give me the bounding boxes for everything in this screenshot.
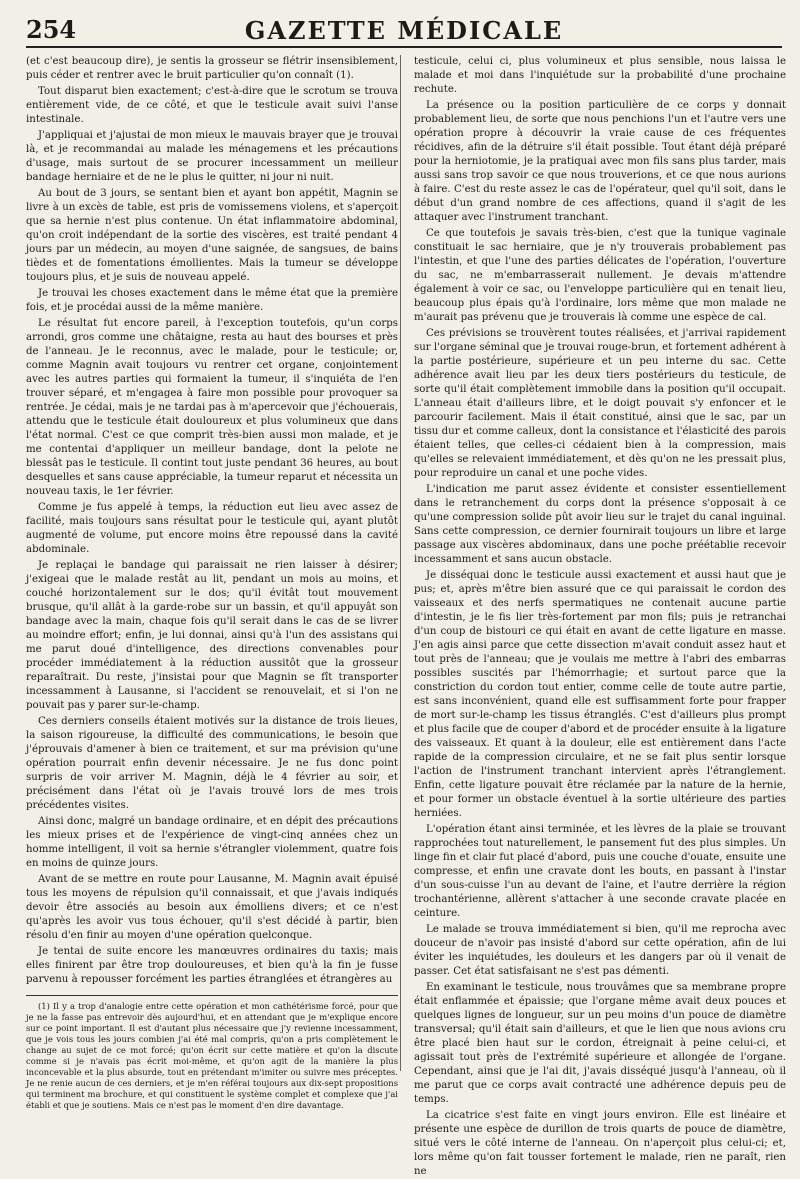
- journal-title: GAZETTE MÉDICALE: [244, 16, 564, 45]
- right-column: [414, 55, 786, 1177]
- right-paragraph-7: L'opération étant ainsi terminée, et les lèvres de la plaie se trouvant rapprochées tout naturellement, le pansement fut des plus simples. Un linge fin et clair fut placé d'abord, puis une couche d'ouate, ensuite une compresse, et enfin une cravate dont les bouts, en passant à l'instar d'un sous-cuisse l'un au devant de l'aine, et l'autre derrière la région trochantérienne, allèrent s'attacher à une seconde cravate placée en ceinture.: [414, 824, 786, 919]
- right-paragraph-6: Je disséquai donc le testicule aussi exactement et aussi haut que je pus; et, après m'être bien assuré que ce qui paraissait le cordon des vaisseaux et des nerfs spermatiques ne contenait aucune partie d'intestin, je le fis lier très-fortement par mon fils; puis je retranchai d'un coup de bistouri ce qui était en avant de cette ligature en masse. J'en agis ainsi parce que cette dissection m'avait conduit assez haut et tout près de l'anneau; que je voulais me mettre à l'abri des embarras possibles suscités par l'hémorrhagie; et surtout parce que la constriction du cordon tout entier, comme celle de toute autre partie, est sans inconvénient, quand elle est suffisamment forte pour frapper de mort sur-le-champ les tissus étranglés. C'est d'ailleurs plus prompt et plus facile que de couper d'abord et de procéder ensuite à la ligature des vaisseaux. Et quant à la douleur, elle est entièrement dans l'acte rapide de la compression circulaire, et ne se fait plus sentir lorsque l'action de l'instrument tranchant intervient après l'étranglement. Enfin, cette ligature pouvait être réclamée par la nature de la hernie, et pour former un obstacle éventuel à la sortie ultérieure des parties herniées.: [414, 570, 786, 819]
- left-paragraph-9: Ces derniers conseils étaient motivés sur la distance de trois lieues, la saison rigoureuse, la difficulté des communications, le besoin que j'éprouvais d'amener à bien ce traitement, et sur ma prévision qu'une opération pourrait enfin devenir nécessaire. Je ne fus donc point surpris de voir arriver M. Magnin, déjà le 4 février au soir, et précisément dans l'état où je l'avais trouvé lors de mes trois précédentes visites.: [26, 716, 398, 811]
- left-paragraph-1: (et c'est beaucoup dire), je sentis la grosseur se flétrir insensiblement, puis céder et rentrer avec le bruit particulier qu'on connaît (1).: [26, 56, 398, 81]
- right-paragraph-4: Ces prévisions se trouvèrent toutes réalisées, et j'arrivai rapidement sur l'organe séminal que je trouvai rouge-brun, et fortement adhérent à la partie postérieure, supérieure et un peu interne du sac. Cette adhérence avait lieu par les deux tiers postérieurs du testicule, de sorte qu'il était complètement immobile dans la position qu'il occupait. L'anneau était d'ailleurs libre, et le doigt pouvait s'y enfoncer et le parcourir facilement. Mais il était constitué, ainsi que le sac, par un tissu dur et comme calleux, dont la consistance et l'élasticité des parois étaient telles, que celles-ci cédaient bien à la compression, mais qu'elles se relevaient immédiatement, et dès qu'on ne les pressait plus, pour reproduire un canal et une poche vides.: [414, 328, 786, 479]
- left-paragraph-4: Au bout de 3 jours, se sentant bien et ayant bon appétit, Magnin se livre à un excès de table, est pris de vomissemens violens, et s'aperçoit que sa hernie n'est plus contenue. Un état inflammatoire abdominal, qu'on croit indépendant de la sortie des viscères, est traité pendant 4 jours par un médecin, au moyen d'une saignée, de sangsues, de bains tièdes et de fomentations émollientes. Mais la tumeur se développe toujours plus, et je suis de nouveau appelé.: [26, 188, 398, 283]
- page-number: 254: [26, 15, 77, 44]
- left-paragraph-11: Avant de se mettre en route pour Lausanne, M. Magnin avait épuisé tous les moyens de répulsion qu'il connaissait, et que j'avais indiqués devoir être associés au besoin aux émolliens divers; et ce n'est qu'après les avoir vus tous échouer, qu'il s'est décidé à partir, bien résolu d'en finir au moyen d'une opération quelconque.: [26, 874, 398, 941]
- right-paragraph-2: La présence ou la position particulière de ce corps y donnait probablement lieu, de sorte que nous penchions l'un et l'autre vers une opération propre à découvrir la vraie cause de ces fréquentes récidives, afin de la détruire s'il était possible. Tout étant déjà préparé pour la herniotomie, je la pratiquai avec mon fils sans plus tarder, mais aussi sans trop savoir ce que nous trouverions, et ce que nous aurions à faire. C'est du reste assez le cas de l'opérateur, quel qu'il soit, dans le début d'un grand nombre de ces affections, quand il s'agit de les attaquer avec l'instrument tranchant.: [414, 100, 786, 223]
- left-paragraph-10: Ainsi donc, malgré un bandage ordinaire, et en dépit des précautions les mieux prises et de l'expérience de vingt-cinq années chez un homme intelligent, il voit sa hernie s'étrangler violemment, quatre fois en moins de quinze jours.: [26, 816, 398, 869]
- left-paragraph-6: Le résultat fut encore pareil, à l'exception toutefois, qu'un corps arrondi, gros comme une châtaigne, resta au haut des bourses et près de l'anneau. Je le reconnus, avec le malade, pour le testicule; or, comme Magnin avait toujours vu rentrer cet organe, conjointement avec les autres parties qui formaient la tumeur, il s'inquiéta de l'en trouver séparé, et m'engagea à faire mon possible pour provoquer sa rentrée. Je cédai, mais je ne tardai pas à m'apercevoir que j'échouerais, attendu que le testicule était douloureux et plus volumineux que dans l'état normal. C'est ce que comprit très-bien aussi mon malade, et je me contentai d'appliquer un meilleur bandage, dont la pelote ne blessât pas le testicule. Il contint tout juste pendant 36 heures, au bout desquelles et sans cause appréciable, la tumeur reparut et nécessita un nouveau taxis, le 1er février.: [26, 318, 398, 497]
- footnote-text: (1) Il y a trop d'analogie entre cette opération et mon cathétérisme forcé, pour que je ne la fasse pas entrevoir dès aujourd'hui, et en attendant que je m'explique encore sur ce point important. Il est d'autant plus nécessaire que j'y revienne incessamment, que je vois tous les jours combien j'ai été mal compris, qu'on a pris complètement le change au sujet de ce mot forcé; qu'on écrit sur cette matière et qu'on la discute comme si je n'avais pas écrit moi-même, et qu'on agit de la manière la plus inconcevable et la plus absurde, tout en prétendant m'imiter ou suivre mes préceptes. Je ne renie aucun de ces derniers, et je m'en référai toujours aux dix-sept propositions qui terminent ma brochure, et qui constituent le système complet et complexe que j'ai établi et que je soutiens. Mais ce n'est pas le moment d'en dire davantage.: [26, 1001, 398, 1110]
- left-paragraph-8: Je replaçai le bandage qui paraissait ne rien laisser à désirer; j'exigeai que le malade restât au lit, pendant un mois au moins, et couché horizontalement sur le dos; qu'il évitât tout mouvement brusque, qu'il allât à la garde-robe sur un bassin, et qu'il appuyât son bandage avec la main, chaque fois qu'il serait dans le cas de se livrer au moindre effort; enfin, je lui donnai, ainsi qu'à l'un des assistans qui me parut doué d'intelligence, des directions convenables pour procéder immédiatement à la réduction aussitôt que la grosseur reparaîtrait. Du reste, j'insistai pour que Magnin se fît transporter incessamment à Lausanne, si l'accident se renouvelait, et si l'on ne pouvait pas y parer sur-le-champ.: [26, 560, 398, 711]
- right-paragraph-1: testicule, celui ci, plus volumineux et plus sensible, nous laissa le malade et moi dans l'inquiétude sur la probabilité d'une prochaine rechute.: [414, 56, 786, 95]
- footnote-divider: [26, 995, 398, 996]
- footnote: [26, 1001, 398, 1111]
- left-paragraph-5: Je trouvai les choses exactement dans le même état que la première fois, et je procédai aussi de la même manière.: [26, 288, 398, 313]
- left-paragraph-2: Tout disparut bien exactement; c'est-à-dire que le scrotum se trouva entièrement vide, de ce côté, et que le testicule avait suivi l'anse intestinale.: [26, 86, 398, 125]
- left-paragraph-12: Je tentai de suite encore les manœuvres ordinaires du taxis; mais elles finirent par être trop douloureuses, et bien qu'à la fin je fusse parvenu à repousser forcément les parties étranglées et étrangères au: [26, 946, 398, 985]
- right-paragraph-8: Le malade se trouva immédiatement si bien, qu'il me reprocha avec douceur de n'avoir pas insisté d'abord sur cette opération, afin de lui éviter les inquiétudes, les douleurs et les dangers par où il venait de passer. Cet état satisfaisant ne s'est pas démenti.: [414, 924, 786, 977]
- left-paragraph-7: Comme je fus appelé à temps, la réduction eut lieu avec assez de facilité, mais toujours sans résultat pour le testicule qui, ayant plutôt augmenté de volume, put encore moins être repoussé dans la cavité abdominale.: [26, 502, 398, 555]
- right-paragraph-3: Ce que toutefois je savais très-bien, c'est que la tunique vaginale constituait le sac herniaire, que je n'y trouverais probablement pas l'intestin, et que l'une des parties délicates de l'opération, l'ouverture du sac, ne m'embarrasserait nullement. Je devais m'attendre également à voir ce sac, ou l'enveloppe particulière qui en tenait lieu, beaucoup plus épais qu'à l'ordinaire, lors même que mon malade ne m'aurait pas prévenu que je trouverais là comme une espèce de cal.: [414, 228, 786, 323]
- right-paragraph-10: La cicatrice s'est faite en vingt jours environ. Elle est linéaire et présente une espèce de durillon de trois quarts de pouce de diamètre, situé vers le côté interne de l'anneau. On n'aperçoit plus celui-ci; et, lors même qu'on fait tousser fortement le malade, rien ne paraît, rien ne: [414, 1110, 786, 1177]
- column-divider: [400, 55, 401, 1071]
- left-column: [26, 55, 398, 1110]
- right-paragraph-9: En examinant le testicule, nous trouvâmes que sa membrane propre était enflammée et épaissie; que l'organe même avait deux pouces et quelques lignes de longueur, sur un peu moins d'un pouce de diamètre transversal; qu'il était sain d'ailleurs, et que le lien que nous avions cru être placé bien haut sur le cordon, étreignait à peine celui-ci, et agissait tout près de l'extrémité supérieure et allongée de l'organe. Cependant, ainsi que je l'ai dit, j'avais disséqué jusqu'à l'anneau, où il me parut que ce corps avait contracté une adhérence depuis peu de temps.: [414, 982, 786, 1105]
- page-header: [26, 16, 782, 48]
- left-paragraph-3: J'appliquai et j'ajustai de mon mieux le mauvais brayer que je trouvai là, et je recommandai au malade les ménagemens et les précautions d'usage, mais surtout de se procurer incessamment un meilleur bandage herniaire et de ne le plus le quitter, ni jour ni nuit.: [26, 130, 398, 183]
- right-paragraph-5: L'indication me parut assez évidente et consister essentiellement dans le retranchement du corps dont la présence s'opposait à ce qu'une compression solide pût avoir lieu sur le trajet du canal inguinal. Sans cette compression, ce dernier fournirait toujours un libre et large passage aux viscères abdominaux, dans une poche préétablie recevoir incessamment et sans aucun obstacle.: [414, 484, 786, 565]
